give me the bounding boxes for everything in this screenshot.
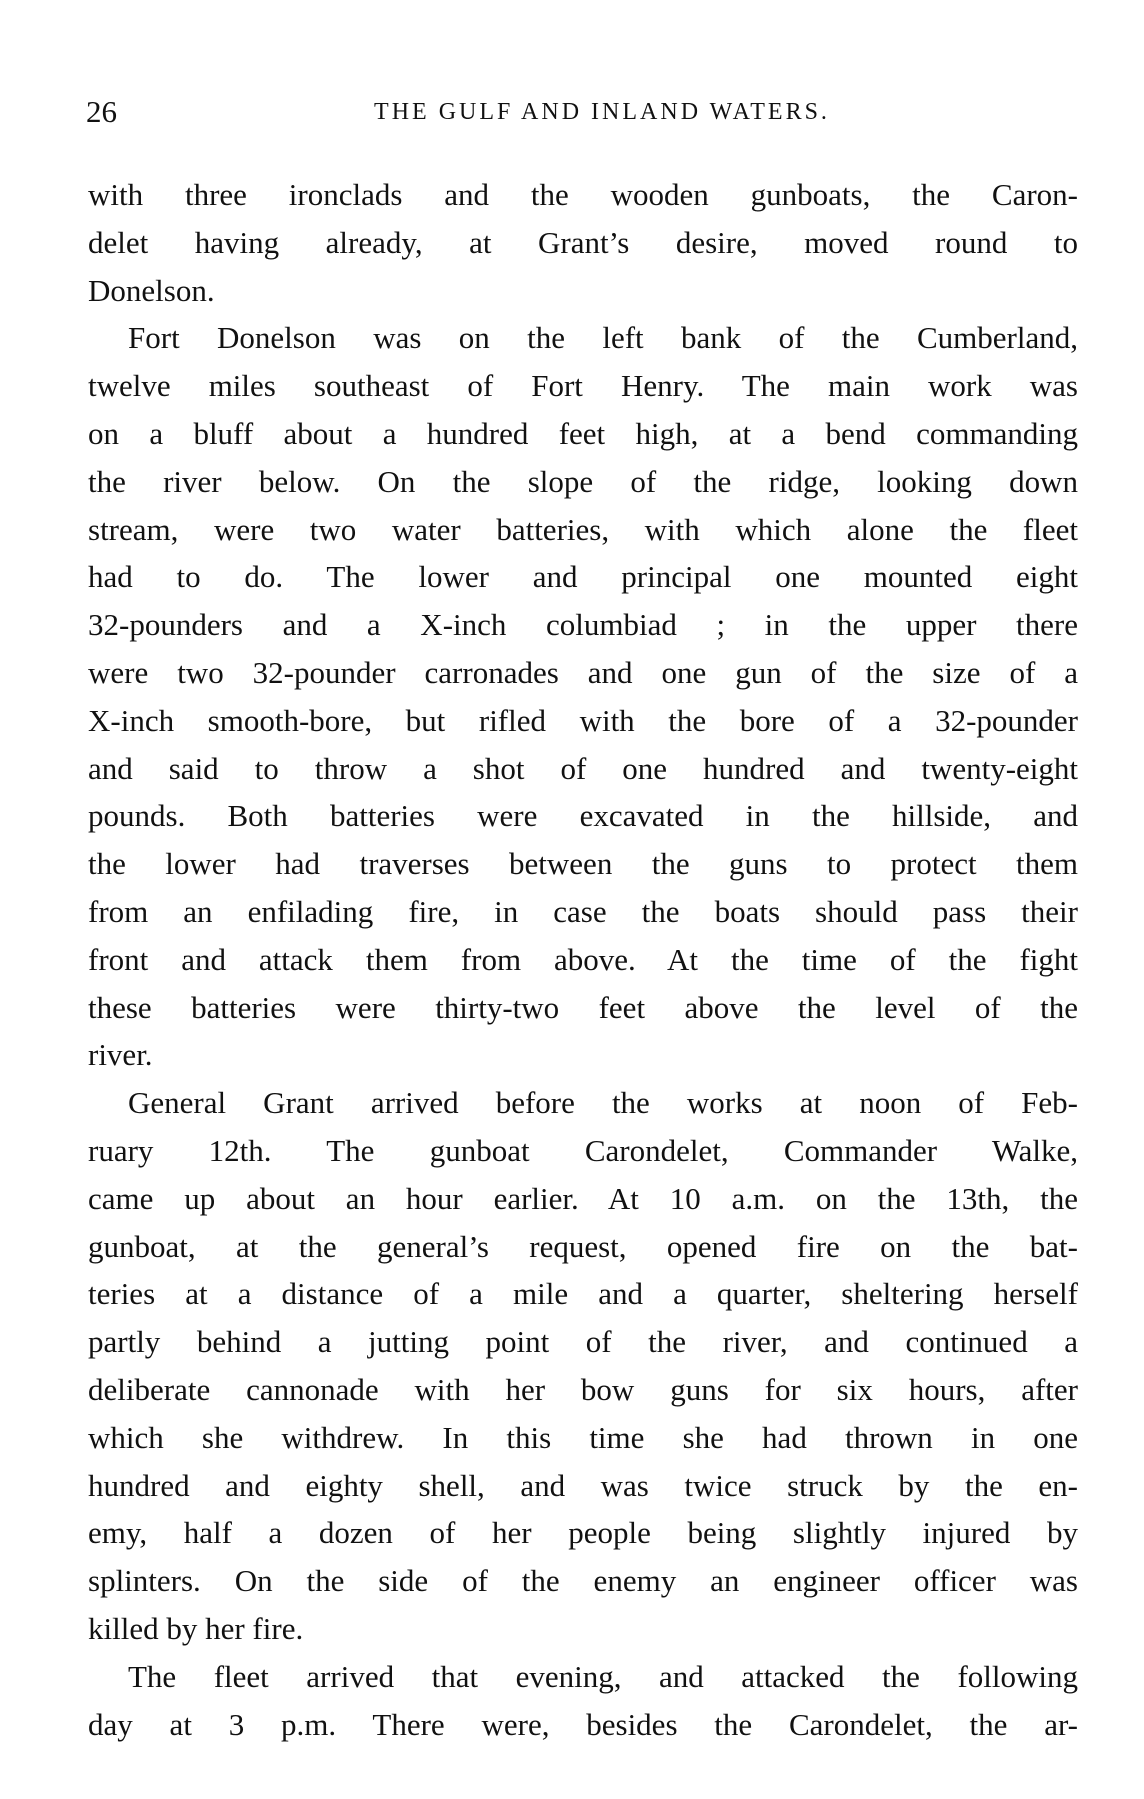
text-line: delet having already, at Grant’s desire, moved round to [88,224,1078,260]
text-line: ruary 12th. The gunboat Carondelet, Commander Walke, [88,1132,1078,1168]
text-line: General Grant arrived before the works at noon of Feb- [128,1085,1078,1121]
text-line: came up about an hour earlier. At 10 a.m. on the 13th, the [88,1180,1078,1216]
text-line: stream, were two water batteries, with which alone the fleet [88,511,1078,547]
text-line: front and attack them from above. At the time of the fight [88,941,1078,977]
text-line: day at 3 p.m. There were, besides the Carondelet, the ar- [88,1706,1078,1742]
body-text [88,171,1078,1748]
paragraph-1 [88,171,1078,314]
text-line: gunboat, at the general’s request, opened fire on the bat- [88,1228,1078,1264]
running-title: THE GULF AND INLAND WATERS. [374,99,830,125]
paragraph-4 [88,1653,1078,1749]
text-line: teries at a distance of a mile and a quarter, sheltering herself [88,1276,1078,1312]
text-line: on a bluff about a hundred feet high, at a bend commanding [88,415,1078,451]
text-line: partly behind a jutting point of the river, and continued a [88,1324,1078,1360]
text-line: the river below. On the slope of the ridge, looking down [88,463,1078,499]
text-line: emy, half a dozen of her people being slightly injured by [88,1515,1078,1551]
text-line: the lower had traverses between the guns to protect them [88,846,1078,882]
text-line: 32-pounders and a X-inch columbiad ; in the upper there [88,607,1078,643]
text-line: with three ironclads and the wooden gunboats, the Caron- [88,177,1078,212]
text-line: which she withdrew. In this time she had thrown in one [88,1419,1078,1455]
text-line: hundred and eighty shell, and was twice struck by the en- [88,1467,1078,1503]
text-line: Donelson. [88,272,215,308]
text-line: and said to throw a shot of one hundred and twenty-eight [88,750,1078,786]
text-line: Fort Donelson was on the left bank of the Cumberland, [128,320,1078,356]
text-line: X-inch smooth-bore, but rifled with the bore of a 32-pounder [88,702,1078,738]
paragraph-3 [88,1079,1078,1653]
text-line: pounds. Both batteries were excavated in the hillside, and [88,798,1078,834]
text-line: killed by her fire. [88,1610,304,1646]
text-line: these batteries were thirty-two feet above the level of the [88,989,1078,1025]
running-head [86,92,1078,132]
page-number: 26 [86,94,117,129]
text-line: The fleet arrived that evening, and attacked the following [128,1658,1078,1694]
text-line: splinters. On the side of the enemy an engineer officer was [88,1563,1078,1599]
text-line: twelve miles southeast of Fort Henry. The main work was [88,368,1078,404]
text-line: river. [88,1037,153,1073]
text-line: deliberate cannonade with her bow guns for six hours, after [88,1371,1078,1407]
text-line: were two 32-pounder carronades and one gun of the size of a [88,654,1078,690]
paragraph-2 [88,314,1078,1079]
text-line: had to do. The lower and principal one mounted eight [88,559,1078,595]
text-line: from an enfilading fire, in case the boats should pass their [88,893,1078,929]
